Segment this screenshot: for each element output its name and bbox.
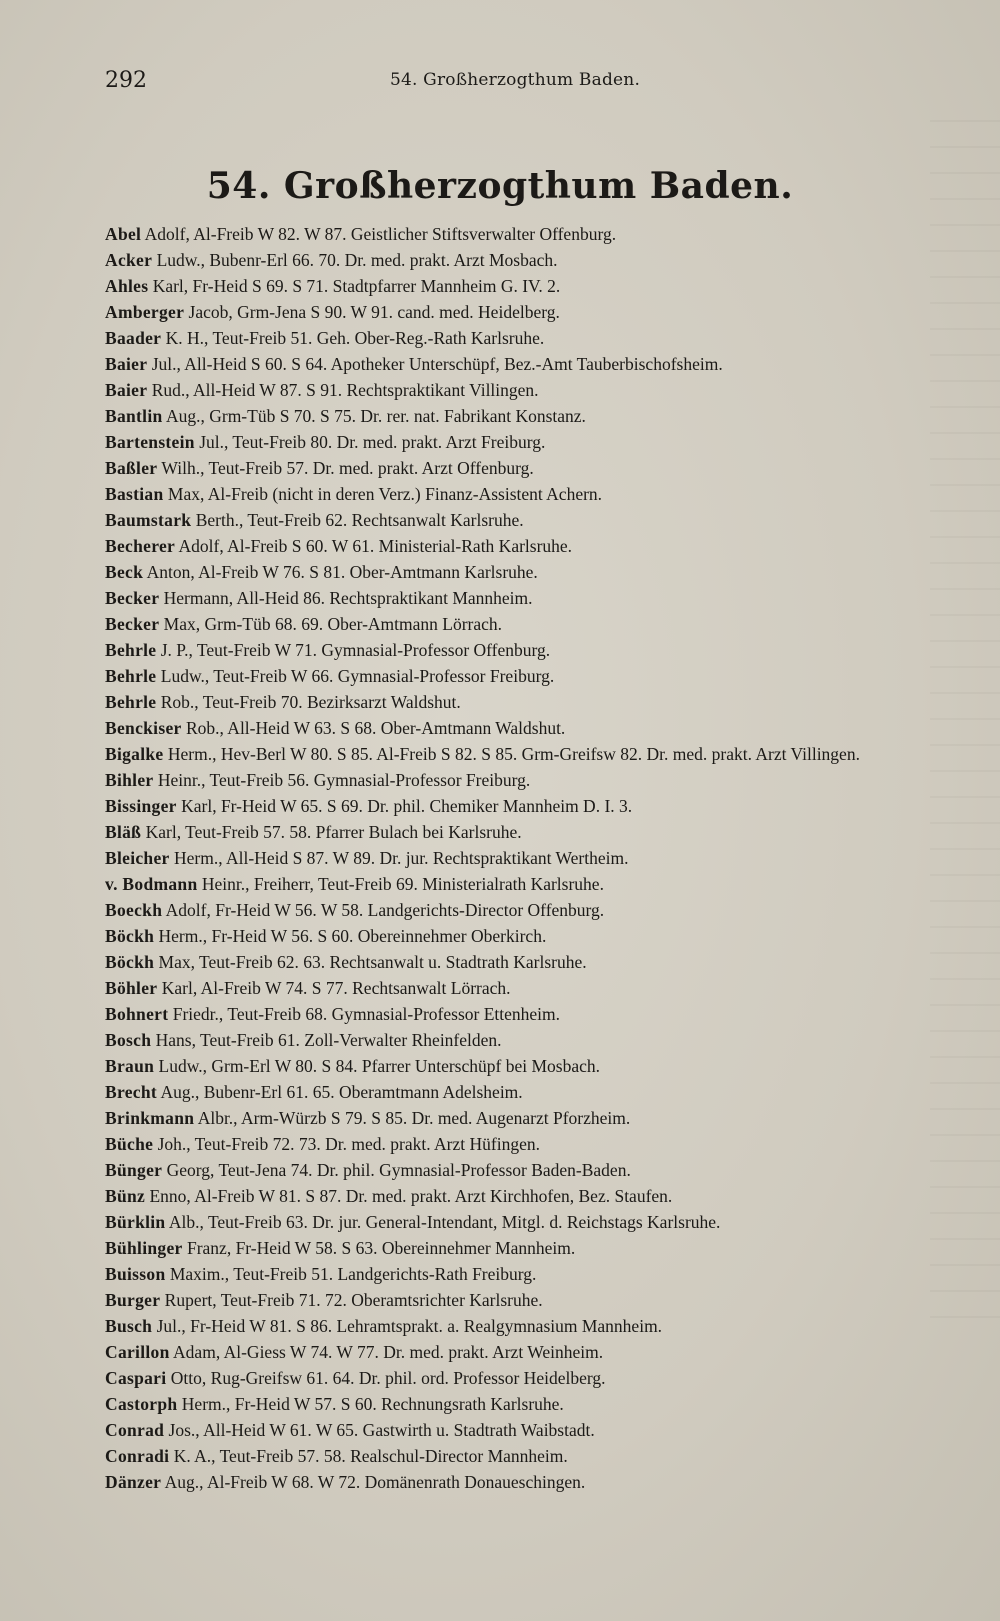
- list-item: [105, 845, 955, 871]
- entry-surname: Busch: [105, 1316, 153, 1336]
- entry-details: Herm., Hev-Berl W 80. S 85. Al-Freib S 82. S 85. Grm-Greifsw 82. Dr. med. prakt. Arzt Villingen.: [167, 744, 860, 764]
- entry-surname: Bigalke: [105, 744, 164, 764]
- entry-details: Adolf, Al-Freib W 82. W 87. Geistlicher Stiftsverwalter Offenburg.: [144, 224, 617, 244]
- list-item: [105, 1209, 955, 1235]
- list-item: [105, 897, 955, 923]
- entry-details: Herm., Fr-Heid W 56. S 60. Obereinnehmer Oberkirch.: [158, 926, 547, 946]
- entry-surname: Bantlin: [105, 406, 163, 426]
- entry-surname: Böckh: [105, 952, 155, 972]
- list-item: [105, 559, 955, 585]
- list-item: [105, 1339, 955, 1365]
- entry-surname: Carillon: [105, 1342, 170, 1362]
- entry-surname: Bürklin: [105, 1212, 166, 1232]
- entry-surname: Beck: [105, 562, 144, 582]
- entry-details: Jul., Teut-Freib 80. Dr. med. prakt. Arzt Freiburg.: [199, 432, 546, 452]
- list-item: [105, 1261, 955, 1287]
- entry-surname: Becherer: [105, 536, 176, 556]
- entry-details: Wilh., Teut-Freib 57. Dr. med. prakt. Arzt Offenburg.: [161, 458, 534, 478]
- entry-details: Otto, Rug-Greifsw 61. 64. Dr. phil. ord. Professor Heidelberg.: [170, 1368, 606, 1388]
- entry-surname: Bastian: [105, 484, 164, 504]
- entry-details: K. H., Teut-Freib 51. Geh. Ober-Reg.-Rath Karlsruhe.: [165, 328, 545, 348]
- entry-surname: Becker: [105, 614, 160, 634]
- entry-surname: Baier: [105, 380, 148, 400]
- page-header: [105, 68, 925, 98]
- entry-surname: Bünger: [105, 1160, 163, 1180]
- entry-surname: Conrad: [105, 1420, 165, 1440]
- entry-surname: Bartenstein: [105, 432, 195, 452]
- list-item: [105, 819, 955, 845]
- entry-details: Aug., Bubenr-Erl 61. 65. Oberamtmann Adelsheim.: [160, 1082, 523, 1102]
- entry-details: Adolf, Fr-Heid W 56. W 58. Landgerichts-Director Offenburg.: [165, 900, 605, 920]
- entry-details: Maxim., Teut-Freib 51. Landgerichts-Rath Freiburg.: [169, 1264, 537, 1284]
- list-item: [105, 637, 955, 663]
- entry-details: Heinr., Teut-Freib 56. Gymnasial-Professor Freiburg.: [157, 770, 531, 790]
- entry-surname: Bläß: [105, 822, 142, 842]
- entry-details: Joh., Teut-Freib 72. 73. Dr. med. prakt. Arzt Hüfingen.: [157, 1134, 540, 1154]
- list-item: [105, 611, 955, 637]
- entry-surname: Baßler: [105, 458, 158, 478]
- entry-details: Jul., All-Heid S 60. S 64. Apotheker Unterschüpf, Bez.-Amt Tauberbischofsheim.: [151, 354, 723, 374]
- entry-surname: Behrle: [105, 666, 157, 686]
- entry-surname: Bohnert: [105, 1004, 169, 1024]
- list-item: [105, 403, 955, 429]
- entry-surname: Bissinger: [105, 796, 177, 816]
- entry-details: Enno, Al-Freib W 81. S 87. Dr. med. prakt. Arzt Kirchhofen, Bez. Staufen.: [149, 1186, 673, 1206]
- section-title: 54. Großherzogthum Baden.: [206, 165, 794, 207]
- entry-surname: Böhler: [105, 978, 158, 998]
- list-item: [105, 1235, 955, 1261]
- entry-surname: Behrle: [105, 692, 157, 712]
- list-item: [105, 533, 955, 559]
- list-item: [105, 247, 955, 273]
- entry-details: Max, Teut-Freib 62. 63. Rechtsanwalt u. Stadtrath Karlsruhe.: [158, 952, 587, 972]
- list-item: [105, 1469, 955, 1495]
- entry-surname: Acker: [105, 250, 153, 270]
- entry-details: Albr., Arm-Würzb S 79. S 85. Dr. med. Augenarzt Pforzheim.: [197, 1108, 631, 1128]
- list-item: [105, 1027, 955, 1053]
- list-item: [105, 1105, 955, 1131]
- list-item: [105, 481, 955, 507]
- entry-details: Adam, Al-Giess W 74. W 77. Dr. med. prakt. Arzt Weinheim.: [173, 1342, 604, 1362]
- entry-details: Rupert, Teut-Freib 71. 72. Oberamtsrichter Karlsruhe.: [164, 1290, 543, 1310]
- entry-details: Friedr., Teut-Freib 68. Gymnasial-Professor Ettenheim.: [172, 1004, 561, 1024]
- entry-surname: Benckiser: [105, 718, 182, 738]
- list-item: [105, 975, 955, 1001]
- list-item: [105, 923, 955, 949]
- list-item: [105, 949, 955, 975]
- list-item: [105, 871, 955, 897]
- entry-surname: Baumstark: [105, 510, 192, 530]
- entry-details: Anton, Al-Freib W 76. S 81. Ober-Amtmann Karlsruhe.: [146, 562, 538, 582]
- entry-surname: Baier: [105, 354, 148, 374]
- entry-surname: Behrle: [105, 640, 157, 660]
- list-item: [105, 663, 955, 689]
- entry-surname: Bihler: [105, 770, 154, 790]
- entry-details: Heinr., Freiherr, Teut-Freib 69. Ministerialrath Karlsruhe.: [201, 874, 604, 894]
- entry-surname: Büche: [105, 1134, 154, 1154]
- entry-details: Rob., Teut-Freib 70. Bezirksarzt Waldshut.: [160, 692, 461, 712]
- list-item: [105, 273, 955, 299]
- entry-surname: Boeckh: [105, 900, 163, 920]
- list-item: [105, 767, 955, 793]
- entry-surname: Amberger: [105, 302, 185, 322]
- entry-surname: Bühlinger: [105, 1238, 183, 1258]
- entry-details: Jacob, Grm-Jena S 90. W 91. cand. med. Heidelberg.: [188, 302, 560, 322]
- member-list: [105, 221, 955, 1495]
- list-item: [105, 351, 955, 377]
- entry-surname: Brinkmann: [105, 1108, 195, 1128]
- entry-surname: Burger: [105, 1290, 161, 1310]
- entry-details: Max, Al-Freib (nicht in deren Verz.) Finanz-Assistent Achern.: [167, 484, 603, 504]
- entry-details: Max, Grm-Tüb 68. 69. Ober-Amtmann Lörrach.: [163, 614, 503, 634]
- list-item: [105, 1391, 955, 1417]
- entry-details: Karl, Teut-Freib 57. 58. Pfarrer Bulach bei Karlsruhe.: [145, 822, 522, 842]
- entry-details: Ludw., Grm-Erl W 80. S 84. Pfarrer Unterschüpf bei Mosbach.: [158, 1056, 600, 1076]
- list-item: [105, 741, 955, 767]
- entry-surname: Bünz: [105, 1186, 146, 1206]
- list-item: [105, 221, 955, 247]
- page-number: 292: [105, 68, 147, 93]
- entry-details: Georg, Teut-Jena 74. Dr. phil. Gymnasial-Professor Baden-Baden.: [166, 1160, 631, 1180]
- list-item: [105, 1287, 955, 1313]
- entry-details: Jul., Fr-Heid W 81. S 86. Lehramtsprakt. a. Realgymnasium Mannheim.: [156, 1316, 663, 1336]
- entry-surname: Braun: [105, 1056, 155, 1076]
- list-item: [105, 689, 955, 715]
- list-item: [105, 1157, 955, 1183]
- entry-details: J. P., Teut-Freib W 71. Gymnasial-Professor Offenburg.: [160, 640, 551, 660]
- entry-details: Alb., Teut-Freib 63. Dr. jur. General-Intendant, Mitgl. d. Reichstags Karlsruhe.: [168, 1212, 721, 1232]
- entry-surname: v. Bodmann: [105, 874, 198, 894]
- entry-details: Franz, Fr-Heid W 58. S 63. Obereinnehmer Mannheim.: [186, 1238, 576, 1258]
- entry-surname: Caspari: [105, 1368, 167, 1388]
- entry-details: K. A., Teut-Freib 57. 58. Realschul-Director Mannheim.: [173, 1446, 568, 1466]
- list-item: [105, 1183, 955, 1209]
- list-item: [105, 1053, 955, 1079]
- list-item: [105, 455, 955, 481]
- list-item: [105, 1313, 955, 1339]
- entry-surname: Ahles: [105, 276, 149, 296]
- list-item: [105, 1365, 955, 1391]
- list-item: [105, 715, 955, 741]
- list-item: [105, 1079, 955, 1105]
- entry-details: Adolf, Al-Freib S 60. W 61. Ministerial-Rath Karlsruhe.: [178, 536, 573, 556]
- entry-details: Karl, Fr-Heid W 65. S 69. Dr. phil. Chemiker Mannheim D. I. 3.: [181, 796, 633, 816]
- entry-surname: Buisson: [105, 1264, 166, 1284]
- entry-surname: Dänzer: [105, 1472, 162, 1492]
- list-item: [105, 585, 955, 611]
- list-item: [105, 1131, 955, 1157]
- entry-details: Karl, Fr-Heid S 69. S 71. Stadtpfarrer Mannheim G. IV. 2.: [152, 276, 561, 296]
- entry-details: Rud., All-Heid W 87. S 91. Rechtspraktikant Villingen.: [151, 380, 539, 400]
- entry-details: Herm., Fr-Heid W 57. S 60. Rechnungsrath Karlsruhe.: [181, 1394, 564, 1414]
- entry-details: Karl, Al-Freib W 74. S 77. Rechtsanwalt Lörrach.: [161, 978, 511, 998]
- entry-surname: Abel: [105, 224, 142, 244]
- entry-details: Ludw., Teut-Freib W 66. Gymnasial-Professor Freiburg.: [160, 666, 555, 686]
- entry-details: Aug., Grm-Tüb S 70. S 75. Dr. rer. nat. Fabrikant Konstanz.: [165, 406, 586, 426]
- entry-surname: Baader: [105, 328, 162, 348]
- list-item: [105, 507, 955, 533]
- list-item: [105, 1417, 955, 1443]
- entry-surname: Bosch: [105, 1030, 152, 1050]
- list-item: [105, 1001, 955, 1027]
- entry-surname: Conradi: [105, 1446, 170, 1466]
- list-item: [105, 793, 955, 819]
- list-item: [105, 429, 955, 455]
- list-item: [105, 377, 955, 403]
- running-head: 54. Großherzogthum Baden.: [389, 70, 641, 90]
- entry-details: Herm., All-Heid S 87. W 89. Dr. jur. Rechtspraktikant Wertheim.: [173, 848, 629, 868]
- entry-surname: Becker: [105, 588, 160, 608]
- entry-details: Berth., Teut-Freib 62. Rechtsanwalt Karlsruhe.: [195, 510, 524, 530]
- entry-details: Jos., All-Heid W 61. W 65. Gastwirth u. Stadtrath Waibstadt.: [168, 1420, 595, 1440]
- entry-details: Hans, Teut-Freib 61. Zoll-Verwalter Rheinfelden.: [155, 1030, 502, 1050]
- list-item: [105, 1443, 955, 1469]
- entry-details: Rob., All-Heid W 63. S 68. Ober-Amtmann Waldshut.: [185, 718, 566, 738]
- list-item: [105, 299, 955, 325]
- entry-details: Hermann, All-Heid 86. Rechtspraktikant Mannheim.: [163, 588, 533, 608]
- entry-surname: Böckh: [105, 926, 155, 946]
- entry-details: Aug., Al-Freib W 68. W 72. Domänenrath Donaueschingen.: [164, 1472, 586, 1492]
- list-item: [105, 325, 955, 351]
- entry-surname: Bleicher: [105, 848, 170, 868]
- entry-surname: Brecht: [105, 1082, 158, 1102]
- entry-surname: Castorph: [105, 1394, 178, 1414]
- entry-details: Ludw., Bubenr-Erl 66. 70. Dr. med. prakt. Arzt Mosbach.: [156, 250, 558, 270]
